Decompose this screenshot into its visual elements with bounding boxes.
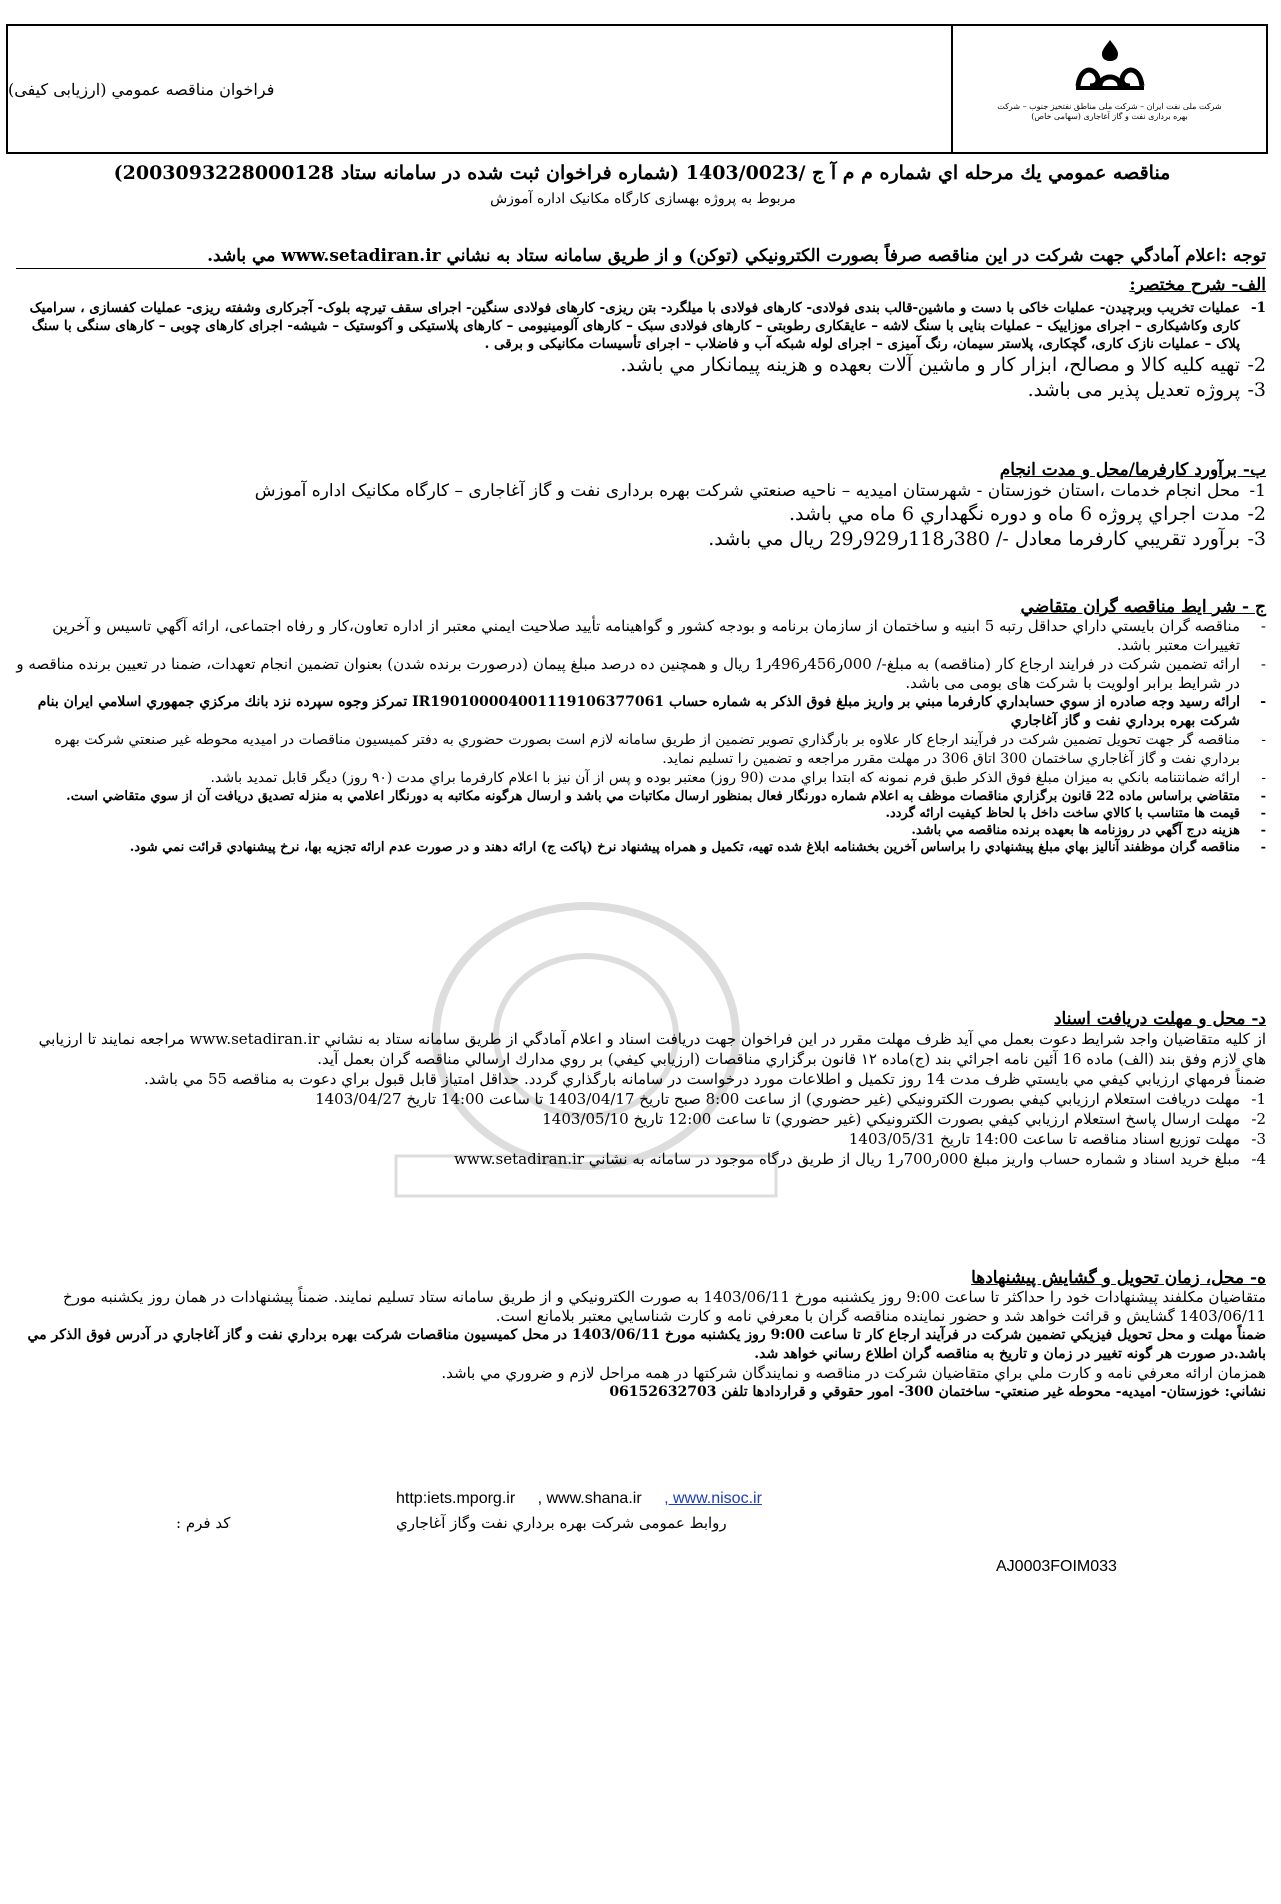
item-number: 3- xyxy=(1247,379,1266,401)
item-number: 1- xyxy=(1249,481,1266,501)
section-e-title: ه- محل، زمان تحويل و گشايش پيشنهادها xyxy=(971,1268,1266,1288)
section-a-title: الف- شرح مختصر: xyxy=(1129,275,1266,295)
section-b-title: ب- برآورد كارفرما/محل و مدت انجام xyxy=(999,460,1266,480)
iets-link[interactable]: http:iets.mporg.ir xyxy=(396,1490,516,1507)
list-item: - مناقصه گران بايستي داراي حداقل رتبه 5 ابنیه و ساختمان از سازمان برنامه و بودجه كشور و گواهينامه تأييد صلاحيت ايمني معتبر از اداره تعاون،کار و رفاه اجتماعی، ارائه آگهي تاسیس و آخرين تغييرات معتبر باشد. xyxy=(16,617,1266,655)
section-c xyxy=(16,598,1266,856)
section-e-paragraph: متقاضيان مكلفند پيشنهادات خود را حداكثر تا ساعت 9:00 روز يكشنبه مورخ 1403/06/11 به صورت الكترونيكي و از طريق سامانه ستاد تسليم نمايند. ضمناً پيشنهادات در همان روز يكشنبه مورخ 1403/06/11 گشايش و قرائت خواهد شد و حضور نماينده مناقصه گران با معرفي نامه و كارت شناسايي معتبر بلامانع است. xyxy=(63,1288,1266,1325)
section-d-note: ضمناً فرمهاي ارزيابي كيفي مي بايستي ظرف مدت 14 روز تكميل و اطلاعات مورد درخواست در سامانه بارگذاري گردد. حداقل امتياز قابل قبول براي دعوت به مناقصه 55 مي باشد. xyxy=(143,1070,1266,1088)
list-item xyxy=(16,502,1266,527)
header-title: فراخوان مناقصه عمومي (ارزيابی کيفی) xyxy=(8,79,275,99)
list-item: - هزينه درج آگهي در روزنامه ها بعهده برنده مناقصه مي باشد. xyxy=(911,823,1266,838)
item-text: مناقصه گر جهت تحويل تضمين شركت در فرآيند ارجاع كار علاوه بر بارگذاري تصوير تضمين از طريق سامانه لازم است بصورت حضوري به دفتر كميسيون مناقصات در اميديه محوطه غير صنعتي شركت بهره برداري نفت و گاز آغاجاري ساختمان 300 اتاق 306 در مهلت مقرر مراجعه و تضمين را تسليم نمايد. xyxy=(54,732,1240,767)
item-number: 4- xyxy=(1251,1150,1266,1168)
item-text: برآورد تقريبي كارفرما معادل -/ 380ر118ر929ر29 ريال مي باشد. xyxy=(708,528,1240,550)
section-e xyxy=(16,1269,1266,1402)
item-text: قيمت ها متناسب با كالاي ساخت داخل با لحاظ كيفيت ارائه گردد. xyxy=(885,806,1240,821)
item-text: ارائه رسيد وجه صادره از سوي حسابداري كارفرما مبني بر واريز مبلغ فوق الذكر به شماره حساب IR190100004001119106377061 تمركز وجوه سپرده نزد بانك مركزي جمهوري اسلامي ايران بنام شركت بهره برداري نفت و گاز آغاجاري xyxy=(37,694,1240,729)
list-item: - ارائه ضمانتنامه بانكي به ميزان مبلغ فوق الذكر طبق فرم نمونه كه ابتدا براي مدت (90 روز) معتبر بوده و پس از آن نيز با اعلام كارفرما براي مدت (۹۰ روز) ديگر قابل تمديد باشد. xyxy=(210,770,1266,786)
item-text: مناقصه گران موظفند آناليز بهاي مبلغ پيشنهادي را براساس آخرين بخشنامه ابلاغ شده تهيه، تكميل و همراه پيشنهاد نرخ (پاكت ج) ارائه دهند و در صورت عدم ارائه تجزيه بها، نرخ پيشنهادي قرائت نمي شود. xyxy=(129,840,1240,855)
sub-title: مربوط به پروژه بهسازی کارگاه مکانیک اداره آموزش xyxy=(490,191,796,207)
item-text: مهلت ارسال پاسخ استعلام ارزيابي كيفي بصورت الكترونيكي (غير حضوري) تا ساعت 12:00 تاريخ 1403/05/10 xyxy=(542,1110,1240,1128)
logo-cell xyxy=(951,26,1266,152)
list-item xyxy=(16,527,1266,552)
item-number: 1- xyxy=(1251,1090,1266,1108)
item-text: مهلت دريافت استعلام ارزيابي كيفي بصورت الكترونيكي (غير حضوري) از ساعت 8:00 صبح تاريخ 1403/04/17 تا ساعت 14:00 تاريخ 1403/04/27 xyxy=(315,1090,1240,1108)
list-item: - متقاضي براساس ماده 22 قانون برگزاري مناقصات موظف به اعلام شماره دورنگار فعال بمنظور ارسال مكاتبات مي باشد و ارسال هرگونه مكاتبه به دورنگار اعلامي به منزله تصديق دريافت آن از سوي متقاضي است. xyxy=(66,789,1266,804)
item-text: محل انجام خدمات ،استان خوزستان - شهرستان اميديه – ناحيه صنعتي شرکت بهره برداری نفت و گاز آغاجاری – کارگاه مکانیک اداره آموزش xyxy=(254,481,1240,501)
list-item: - قيمت ها متناسب با كالاي ساخت داخل با لحاظ كيفيت ارائه گردد. xyxy=(885,806,1266,821)
address-line: نشاني: خوزستان- اميديه- محوطه غير صنعتي- ساختمان 300- امور حقوقي و قراردادها تلفن 06152632703 xyxy=(609,1384,1266,1400)
footer-links xyxy=(396,1490,780,1508)
list-item xyxy=(16,299,1266,353)
item-text: مبلغ خريد اسناد و شماره حساب واريز مبلغ 000ر700ر1 ريال از طريق درگاه موجود در سامانه به نشاني www.setadiran.ir xyxy=(454,1150,1240,1168)
section-e-paragraph: ضمناً مهلت و محل تحويل فيزيكي تضمين شركت در فرآيند ارجاع كار تا ساعت 9:00 روز يكشنبه مورخ 1403/06/11 در محل كميسيون مناقصات شركت بهره برداري نفت و گاز آغاجاري در آدرس فوق الذكر مي باشد.در صورت هر گونه تغيير در زمان و تاريخ به مناقصه گران اطلاع رساني خواهد شد. xyxy=(27,1327,1266,1362)
nioc-logo-icon xyxy=(1070,36,1150,96)
watermark-stamp-icon xyxy=(336,886,836,1216)
public-relations-label: روابط عمومی شرکت بهره برداري نفت وگاز آغاجاري xyxy=(396,1514,727,1532)
item-text: هزينه درج آگهي در روزنامه ها بعهده برنده مناقصه مي باشد. xyxy=(911,823,1240,838)
section-d-intro: از كليه متقاضيان واجد شرايط دعوت بعمل مي آيد ظرف مهلت مقرر در اين فراخوان جهت دريافت اسناد و اعلام آمادگي از طريق سامانه ستاد به نشاني www.setadiran.ir مراجعه نمايند تا ارزيابي هاي لازم وفق بند (الف) ماده 16 آئين نامه اجرائي بند (ج)ماده ۱۲ قانون برگزاري مناقصات (ارزيابي كيفي) بر روي مدارك ارسالي مناقصه گران بعمل آيد. xyxy=(38,1030,1266,1068)
item-text: عملیات تخریب وبرچیدن- عملیات خاکی با دست و ماشین-قالب بندی فولادی- کارهای فولادی با میلگرد- بتن ریزی- کارهای فولادی سنگین- اجرای سقف تیرچه بلوک- آجرکاری وشفته ریزی- عملیات کفسازی ، سرامیک کاری وکاشیکاری – اجرای موزاییک – عملیات بنایی با سنگ لاشه – عایقکاری رطوبتی – کارهای فولادی سبک – کارهای آلومینیومی – کارهای پلاستیکی و آکوستیک – شیشه- اجرای کارهای چوبی – کارهای سنگی با سنگ پلاک – عملیات نازک کاری، گچکاری، پلاستر سیمان، رنگ آمیزی – اجرای لوله شبکه آب و فاضلاب – اجرای تأسیسات مکانیکی و برقی . xyxy=(29,300,1240,352)
item-number: 1- xyxy=(1250,300,1266,316)
item-number: 2- xyxy=(1247,354,1266,376)
list-item: - ارائه تضمين شركت در فرايند ارجاع كار (مناقصه) به مبلغ-/ 000ر456ر496ر1 ريال و همچنين ده درصد مبلغ پيمان (درصورت برنده شدن) بعنوان تضمين انجام تعهدات، ضمنا در تعیین برنده مناقصه و در شرایط برابر اولویت با شرکت های بومی می باشد. xyxy=(16,655,1266,692)
item-number: 3- xyxy=(1247,528,1266,550)
logo-caption: شرکت ملی نفت ایران – شرکت ملی مناطق نفتخیز جنوب – شرکت بهره برداری نفت و گاز آغاجاری (سهامی خاص) xyxy=(997,102,1222,121)
list-item: - مناقصه گران موظفند آناليز بهاي مبلغ پيشنهادي را براساس آخرين بخشنامه ابلاغ شده تهيه، تكميل و همراه پيشنهاد نرخ (پاكت ج) ارائه دهند و در صورت عدم ارائه تجزيه بها، نرخ پيشنهادي قرائت نمي شود. xyxy=(129,840,1266,855)
list-item: - مناقصه گر جهت تحويل تضمين شركت در فرآيند ارجاع كار علاوه بر بارگذاري تصوير تضمين از طريق سامانه لازم است بصورت حضوري به دفتر كميسيون مناقصات در اميديه محوطه غير صنعتي شركت بهره برداري نفت و گاز آغاجاري ساختمان 300 اتاق 306 در مهلت مقرر مراجعه و تضمين را تسليم نمايد. xyxy=(16,731,1266,769)
setad-note xyxy=(16,246,1266,269)
shana-link[interactable]: , www.shana.ir xyxy=(537,1490,642,1507)
item-number: 3- xyxy=(1251,1130,1266,1148)
section-a xyxy=(16,276,1266,403)
header-box xyxy=(6,24,1268,154)
main-title: مناقصه عمومي يك مرحله اي شماره م م آ ج /1403/0023 (شماره فراخوان ثبت شده در سامانه ستاد 2003093228000128) xyxy=(113,162,1171,184)
note-text: توجه :اعلام آمادگي جهت شركت در اين مناقصه صرفاً بصورت الكترونيكي (توكن) و از طريق سامانه ستاد به نشاني www.setadiran.ir مي باشد. xyxy=(207,246,1266,266)
item-number: 2- xyxy=(1251,1110,1266,1128)
item-text: پروژه تعدیل پذیر می باشد. xyxy=(1027,379,1240,401)
list-item xyxy=(16,353,1266,378)
section-c-title: ج - شر ايط مناقصه گران متقاضي xyxy=(1020,597,1266,617)
item-text: مهلت توزيع اسناد مناقصه تا ساعت 14:00 تاريخ 1403/05/31 xyxy=(848,1130,1240,1148)
list-item: - ارائه رسيد وجه صادره از سوي حسابداري كارفرما مبني بر واريز مبلغ فوق الذكر به شماره حساب IR190100004001119106377061 تمركز وجوه سپرده نزد بانك مركزي جمهوري اسلامي ايران بنام شركت بهره برداري نفت و گاز آغاجاري xyxy=(16,693,1266,731)
section-e-paragraph: همزمان ارائه معرفي نامه و كارت ملي براي متقاضيان شركت در مناقصه و نمايندگان شركتها در همه مراحل لازم و ضروري مي باشد. xyxy=(441,1364,1266,1382)
item-text: تهيه كليه كالا و مصالح، ابزار كار و ماشين آلات بعهده و هزينه پيمانكار مي باشد. xyxy=(620,354,1240,376)
section-b xyxy=(16,461,1266,552)
list-item xyxy=(16,480,1266,502)
item-text: متقاضي براساس ماده 22 قانون برگزاري مناقصات موظف به اعلام شماره دورنگار فعال بمنظور ارسال مكاتبات مي باشد و ارسال هرگونه مكاتبه به دورنگار اعلامي به منزله تصديق دريافت آن از سوي متقاضي است. xyxy=(66,789,1240,804)
item-text: مدت اجراي پروژه 6 ماه و دوره نگهداري 6 ماه مي باشد. xyxy=(788,503,1240,525)
item-number: 2- xyxy=(1247,503,1266,525)
form-code-label: کد فرم : xyxy=(176,1514,231,1532)
section-d-title: د- محل و مهلت دريافت اسناد xyxy=(1053,1009,1266,1029)
item-text: ارائه تضمين شركت در فرايند ارجاع كار (مناقصه) به مبلغ-/ 000ر456ر496ر1 ريال و همچنين ده درصد مبلغ پيمان (درصورت برنده شدن) بعنوان تضمين انجام تعهدات، ضمنا در تعیین برنده مناقصه و در شرایط برابر اولویت با شرکت های بومی می باشد. xyxy=(16,655,1240,692)
item-text: مناقصه گران بايستي داراي حداقل رتبه 5 ابنیه و ساختمان از سازمان برنامه و بودجه كشور و گواهينامه تأييد صلاحيت ايمني معتبر از اداره تعاون،کار و رفاه اجتماعی، ارائه آگهي تاسیس و آخرين تغييرات معتبر باشد. xyxy=(52,617,1240,654)
nisoc-link[interactable]: , www.nisoc.ir xyxy=(664,1490,762,1507)
list-item xyxy=(16,378,1266,403)
document-code: AJ0003FOIM033 xyxy=(996,1558,1117,1575)
item-text: ارائه ضمانتنامه بانكي به ميزان مبلغ فوق الذكر طبق فرم نمونه كه ابتدا براي مدت (90 روز) معتبر بوده و پس از آن نيز با اعلام كارفرما براي مدت (۹۰ روز) ديگر قابل تمديد باشد. xyxy=(210,770,1240,786)
